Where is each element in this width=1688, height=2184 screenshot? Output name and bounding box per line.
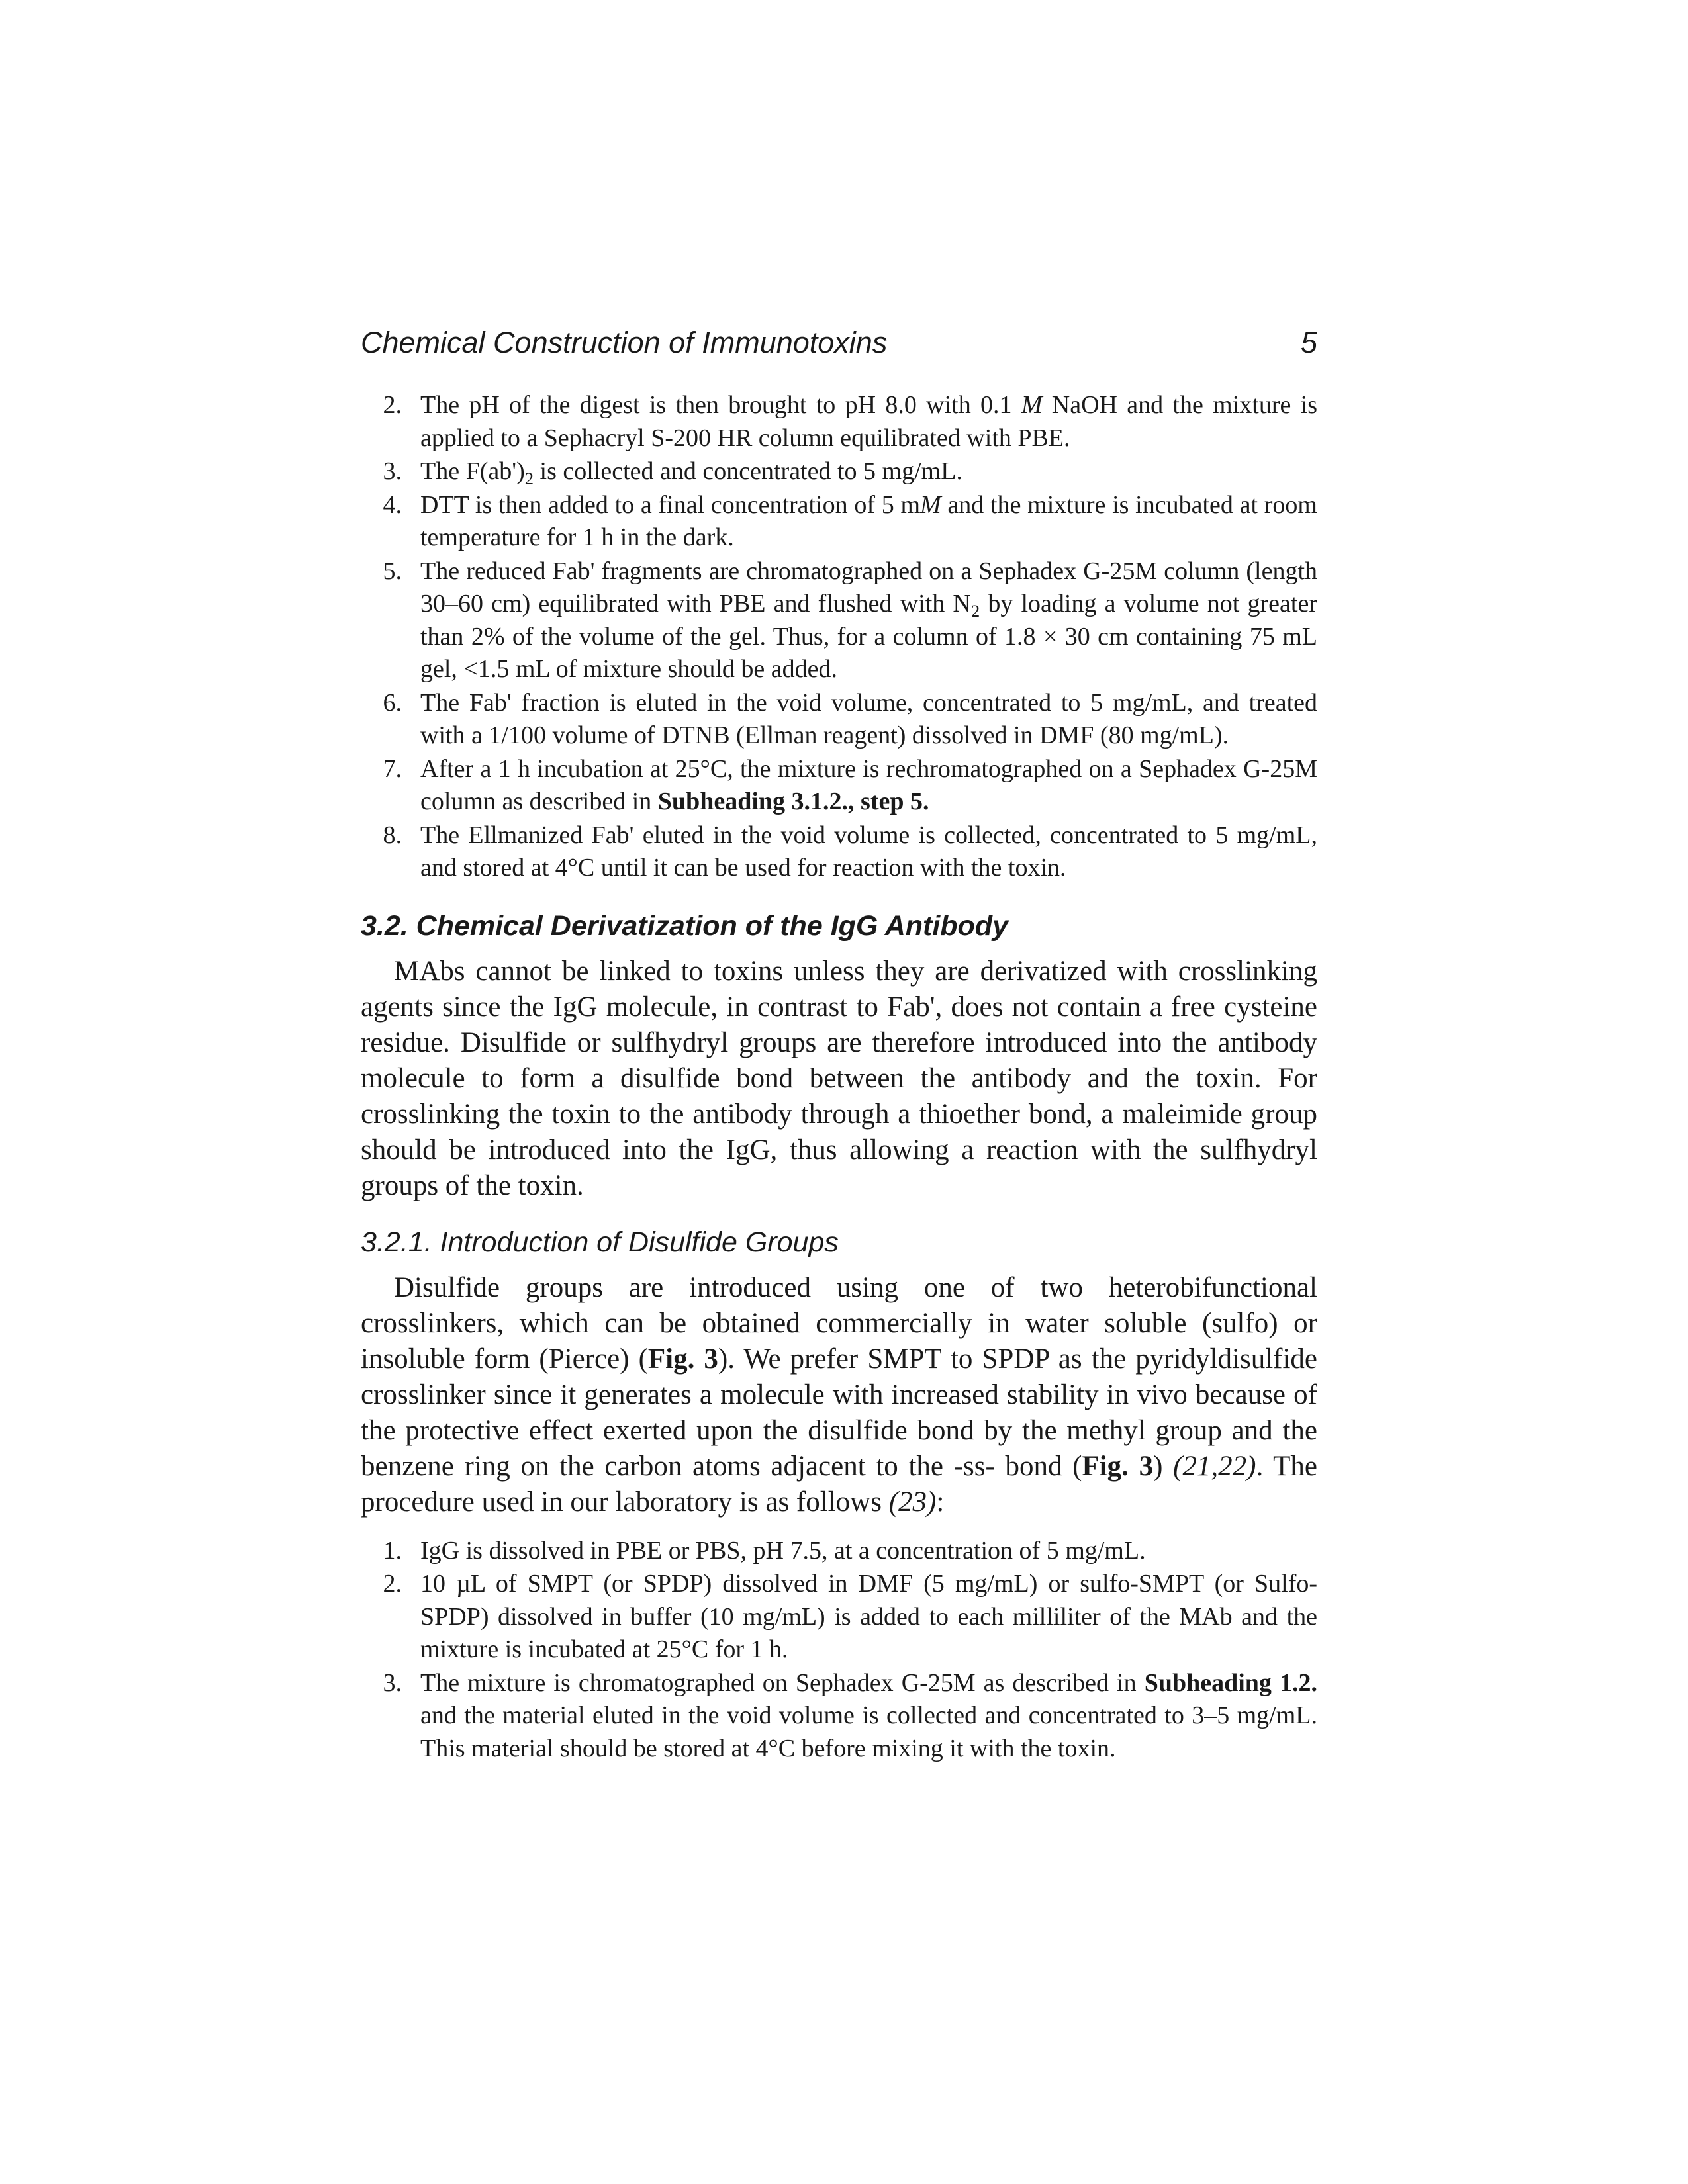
list-item-text: The F(ab')	[420, 457, 525, 485]
list-item-text: ,	[848, 788, 861, 815]
cross-reference: step 5	[861, 788, 923, 815]
list-item-text: and the material eluted in the void volume is collected and concentrated to 3–5 mg/mL. This material should be stored at 4°C before mixing it with the toxin.	[420, 1702, 1317, 1762]
unit-molar: M	[920, 490, 941, 519]
list-item	[361, 753, 1317, 819]
section-heading: 3.2. Chemical Derivatization of the IgG Antibody	[361, 909, 1008, 942]
cross-reference: Subheading 1.2.	[1144, 1668, 1317, 1697]
list-item-number: 8.	[383, 821, 402, 849]
list-item	[361, 819, 1317, 885]
page-body	[361, 389, 1317, 1766]
list-item	[361, 1535, 1317, 1568]
list-item-number: 3.	[383, 1668, 402, 1697]
paragraph-text: :	[936, 1486, 945, 1518]
list-item	[361, 687, 1317, 752]
list-item-text: NaOH and the mixture is applied to a Sephacryl S-200 HR column equilibrated with PBE.	[420, 391, 1317, 452]
list-item-text: The reduced Fab' fragments are chromatographed on a Sephadex G-25M column (length 30–60 cm) equilibrated with PBE and flushed with N	[420, 557, 1317, 617]
page-number: 5	[1300, 326, 1317, 359]
list-item-number: 5.	[383, 557, 402, 585]
figure-reference: Fig. 3	[647, 1343, 718, 1375]
subsection-heading: 3.2.1. Introduction of Disulfide Groups	[361, 1226, 839, 1258]
list-item-text: IgG is dissolved in PBE or PBS, pH 7.5, at a concentration of 5 mg/mL.	[420, 1536, 1146, 1565]
list-item	[361, 555, 1317, 686]
list-item-number: 2.	[383, 391, 402, 419]
list-item-text: The Ellmanized Fab' eluted in the void volume is collected, concentrated to 5 mg/mL, and stored at 4°C until it can be used for reaction with the toxin.	[420, 821, 1317, 882]
list-item	[361, 455, 1317, 488]
list-item-number: 4.	[383, 490, 402, 519]
list-item-text: .	[922, 788, 929, 815]
list-item	[361, 489, 1317, 555]
paragraph-text: . The procedure used in our laboratory is as follows	[361, 1450, 1318, 1518]
list-item-number: 7.	[383, 754, 402, 783]
list-item-number: 6.	[383, 688, 402, 717]
cross-reference: Subheading 3.1.2.	[657, 788, 849, 815]
list-item-number: 2.	[383, 1570, 402, 1598]
list-item	[361, 1667, 1317, 1766]
running-head-title: Chemical Construction of Immunotoxins	[361, 326, 888, 359]
paragraph-text: Disulfide groups are introduced using one of two heterobifunctional crosslinkers, which can be obtained commercially in water soluble (sulfo) or insoluble form (Pierce) (	[361, 1271, 1317, 1375]
list-item	[361, 389, 1317, 455]
unit-molar: M	[1021, 391, 1043, 419]
list-item-number: 1.	[383, 1536, 402, 1565]
list-item-text: DTT is then added to a final concentration of 5 m	[420, 490, 921, 519]
subsection-paragraph	[361, 1270, 1317, 1520]
list-item	[361, 1568, 1317, 1666]
list-item-text: and the mixture is incubated at room temperature for 1 h in the dark.	[420, 490, 1317, 551]
subscript: 2	[524, 469, 534, 488]
citation: (23)	[888, 1486, 937, 1518]
list-item-text: The mixture is chromatographed on Sephadex G-25M as described in	[420, 1668, 1145, 1697]
list-item-number: 3.	[383, 457, 402, 485]
figure-reference: Fig. 3	[1082, 1450, 1154, 1482]
list-item-text: The pH of the digest is then brought to pH 8.0 with 0.1	[420, 391, 1021, 419]
protocol-list-fab	[361, 389, 1317, 885]
protocol-list-igg	[361, 1535, 1317, 1766]
paragraph-text: )	[1153, 1450, 1174, 1482]
list-item-text: 10 µL of SMPT (or SPDP) dissolved in DMF (5 mg/mL) or sulfo-SMPT (or Sulfo-SPDP) dissolved in buffer (10 mg/mL) is added to each milliliter of the MAb and the mixture is incubated at 25°C for 1 h.	[420, 1570, 1317, 1663]
list-item-text: by loading a volume not greater than 2% of the volume of the gel. Thus, for a column of 1.8 × 30 cm containing 75 mL gel, <1.5 mL of mixture should be added.	[420, 590, 1317, 683]
list-item-text: After a 1 h incubation at 25°C, the mixture is rechromatographed on a Sephadex G-25M column as described in	[420, 754, 1317, 815]
list-item-text: The Fab' fraction is eluted in the void volume, concentrated to 5 mg/mL, and treated with a 1/100 volume of DTNB (Ellman reagent) dissolved in DMF (80 mg/mL).	[420, 688, 1317, 749]
list-item-text: is collected and concentrated to 5 mg/mL.	[534, 457, 962, 485]
subscript: 2	[970, 601, 980, 621]
citation: (21,22)	[1173, 1450, 1256, 1482]
section-paragraph: MAbs cannot be linked to toxins unless they are derivatized with crosslinking agents since the IgG molecule, in contrast to Fab', does not contain a free cysteine residue. Disulfide or sulfhydryl groups are therefore introduced into the antibody molecule to form a disulfide bond between the antibody and the toxin. For crosslinking the toxin to the antibody through a thioether bond, a maleimide group should be introduced into the IgG, thus allowing a reaction with the sulfhydryl groups of the toxin.	[361, 955, 1317, 1201]
paragraph-text: ). We prefer SMPT to SPDP as the pyridyldisulfide crosslinker since it generates a molecule with increased stability in vivo because of the protective effect exerted upon the disulfide bond by the methyl group and the benzene ring on the carbon atoms adjacent to the -ss- bond (	[361, 1343, 1317, 1482]
